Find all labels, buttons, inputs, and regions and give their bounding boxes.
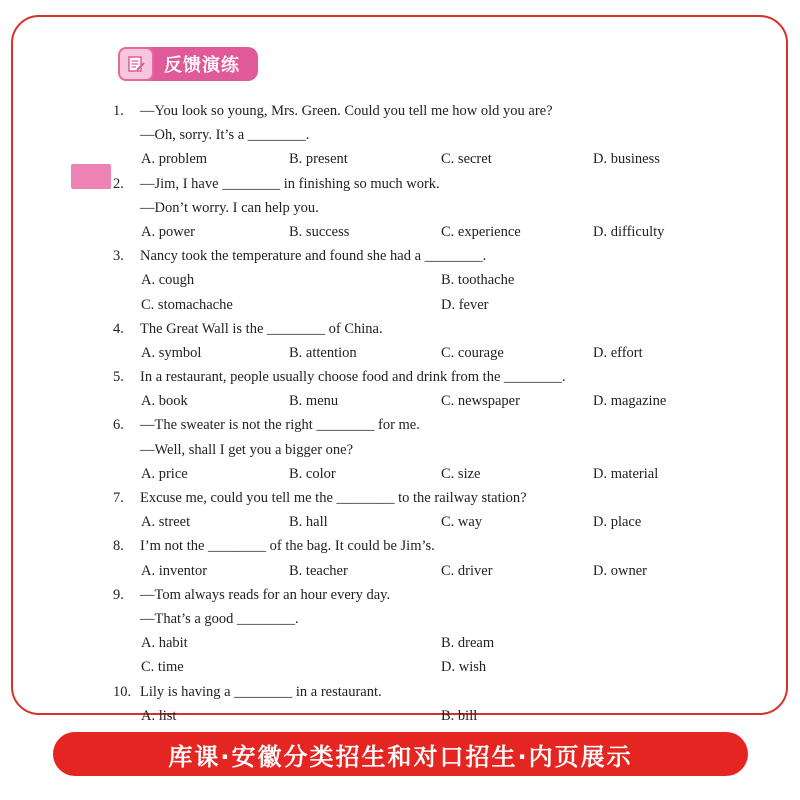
option-a: A. cough — [141, 272, 195, 289]
page-frame — [11, 15, 788, 724]
option-a: A. habit — [141, 635, 188, 652]
option-a: A. street — [141, 514, 191, 531]
option-d: D. effort — [593, 344, 643, 361]
option-b: B. attention — [289, 344, 357, 361]
option-c: C. newspaper — [441, 393, 520, 410]
question-number: 1. — [113, 103, 124, 119]
question-8 — [113, 534, 753, 558]
option-d: D. difficulty — [593, 223, 665, 240]
option-a: A. power — [141, 223, 195, 240]
question-response: —Oh, sorry. It’s a ________. — [140, 127, 310, 144]
options-row — [113, 462, 753, 486]
question-stem: I’m not the ________ of the bag. It could be Jim’s. — [140, 538, 435, 555]
options-row — [113, 704, 753, 728]
option-d: D. business — [593, 151, 660, 168]
question-6 — [113, 413, 753, 437]
options-row — [113, 341, 753, 365]
question-9 — [113, 583, 753, 607]
question-stem: Excuse me, could you tell me the ________ to the railway station? — [140, 490, 527, 506]
option-a: A. symbol — [141, 344, 202, 361]
options-row — [113, 631, 753, 655]
question-1 — [113, 99, 753, 123]
options-row — [113, 655, 753, 679]
option-a: A. inventor — [141, 562, 208, 579]
option-d: D. fever — [441, 296, 489, 313]
option-b: B. dream — [441, 635, 495, 652]
option-d: D. material — [593, 465, 659, 482]
option-d: D. wish — [441, 659, 487, 676]
options-row — [113, 147, 753, 171]
options-row — [113, 293, 753, 317]
option-b: B. teacher — [289, 562, 348, 579]
option-c: C. secret — [441, 151, 492, 168]
option-c: C. size — [441, 465, 481, 482]
options-row — [113, 268, 753, 292]
option-c: C. courage — [441, 344, 504, 361]
option-a: A. price — [141, 465, 188, 482]
option-b: B. present — [289, 151, 348, 168]
option-b: B. bill — [441, 707, 478, 724]
question-number: 2. — [113, 175, 124, 192]
question-3 — [113, 244, 753, 268]
question-stem: —The sweater is not the right ________ for me. — [140, 417, 420, 434]
question-stem: —Tom always reads for an hour every day. — [140, 586, 391, 603]
question-number: 7. — [113, 490, 124, 506]
question-5 — [113, 365, 753, 389]
option-b: B. toothache — [441, 272, 515, 289]
option-c: C. experience — [441, 223, 521, 240]
question-number: 8. — [113, 538, 124, 555]
notepad-icon — [118, 47, 154, 81]
question-number: 5. — [113, 369, 124, 386]
question-stem: —Jim, I have ________ in finishing so much work. — [140, 175, 440, 192]
promo-banner: 库课·安徽分类招生和对口招生·内页展示 — [53, 732, 748, 776]
question-2 — [113, 172, 753, 196]
question-7 — [113, 486, 753, 510]
question-list — [113, 99, 753, 728]
option-a: A. problem — [141, 151, 208, 168]
options-row — [113, 389, 753, 413]
question-stem: The Great Wall is the ________ of China. — [140, 320, 383, 337]
question-stem: In a restaurant, people usually choose food and drink from the ________. — [140, 369, 566, 386]
option-b: B. color — [289, 465, 336, 482]
option-d: D. magazine — [593, 393, 667, 410]
options-row — [113, 510, 753, 534]
question-number: 4. — [113, 320, 124, 337]
option-c: C. driver — [441, 562, 493, 579]
option-a: A. book — [141, 393, 188, 410]
option-c: C. time — [141, 659, 184, 676]
question-10 — [113, 680, 753, 704]
question-stem: —You look so young, Mrs. Green. Could you tell me how old you are? — [140, 103, 553, 119]
side-tab — [71, 164, 111, 189]
options-row — [113, 220, 753, 244]
question-4 — [113, 317, 753, 341]
question-response: —Well, shall I get you a bigger one? — [140, 441, 354, 458]
option-c: C. way — [441, 514, 483, 531]
question-response: —That’s a good ________. — [140, 610, 299, 627]
question-response: —Don’t worry. I can help you. — [140, 199, 319, 216]
option-b: B. success — [289, 223, 350, 240]
section-title: 反馈演练 — [146, 47, 258, 81]
option-b: B. hall — [289, 514, 328, 531]
section-header — [118, 45, 268, 83]
question-stem: Lily is having a ________ in a restaurant. — [140, 683, 382, 700]
option-b: B. menu — [289, 393, 339, 410]
question-stem: Nancy took the temperature and found she had a ________. — [140, 248, 487, 265]
option-d: D. owner — [593, 562, 647, 579]
option-a: A. list — [141, 707, 177, 724]
question-number: 9. — [113, 586, 124, 603]
options-row — [113, 559, 753, 583]
option-d: D. place — [593, 514, 642, 531]
option-c: C. stomachache — [141, 296, 233, 313]
question-number: 10. — [113, 683, 132, 700]
question-number: 6. — [113, 417, 124, 434]
question-number: 3. — [113, 248, 124, 265]
